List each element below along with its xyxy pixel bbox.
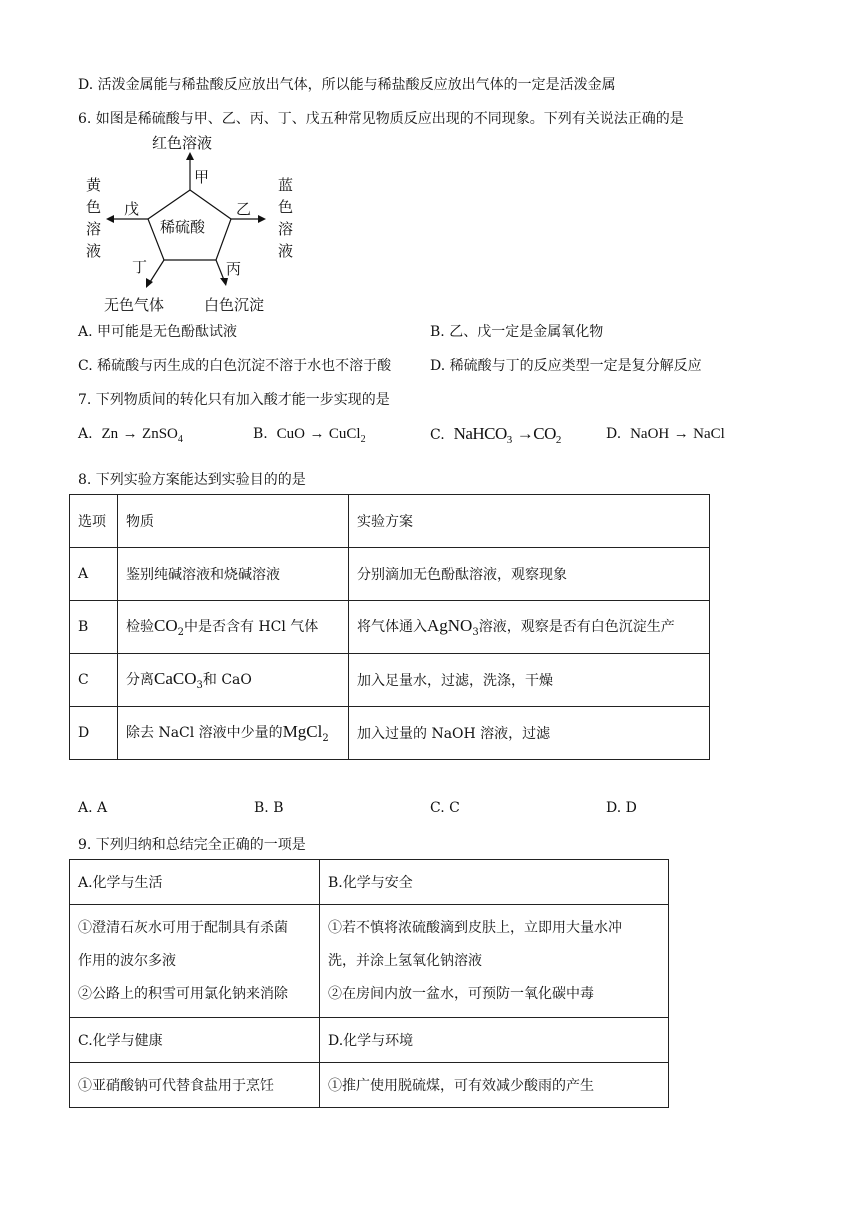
table-row — [70, 707, 710, 760]
header-plan: 实验方案 — [349, 495, 710, 548]
text: 分离 — [126, 672, 154, 689]
text: 检验 — [126, 619, 154, 636]
line: 洗，并涂上氢氧化钠溶液 — [328, 952, 482, 969]
formula: AgNO — [427, 616, 473, 636]
label-bing: 丙 — [226, 260, 242, 278]
right-label-2: 色 — [278, 198, 294, 216]
cell-b-title: B.化学与安全 — [320, 860, 669, 905]
cell-c-title: C.化学与健康 — [70, 1018, 320, 1063]
option-label: D. — [606, 426, 622, 442]
formula-from: NaHCO — [453, 424, 507, 443]
row-option: A — [70, 548, 118, 601]
table-header-row — [70, 495, 710, 548]
row-substance — [118, 707, 349, 760]
cell-c-content — [70, 1063, 320, 1108]
arrow-icon: → — [309, 426, 325, 442]
option-label: A. — [78, 426, 93, 442]
arrow-icon: → — [516, 424, 534, 443]
subscript: 2 — [360, 433, 366, 445]
q8-stem: 8. 下列实验方案能达到实验目的的是 — [78, 472, 306, 488]
cell-d-content — [320, 1063, 669, 1108]
subscript: 2 — [555, 433, 562, 446]
row-substance — [118, 601, 349, 654]
left-label-2: 色 — [86, 198, 102, 216]
q5-option-d: D. 活泼金属能与稀盐酸反应放出气体，所以能与稀盐酸反应放出气体的一定是活泼金属 — [78, 77, 616, 93]
cell-a-content — [70, 905, 320, 1018]
q6-stem: 6. 如图是稀硫酸与甲、乙、丙、丁、戊五种常见物质反应出现的不同现象。下列有关说法正确的是 — [78, 111, 684, 127]
row-plan: 加入足量水，过滤，洗涤，干燥 — [349, 654, 710, 707]
q6-option-a: A. 甲可能是无色酚酞试液 — [78, 324, 238, 340]
subscript: 3 — [472, 626, 479, 638]
text: 除去 NaCl 溶液中少量的 — [126, 725, 283, 742]
table-row — [70, 905, 669, 1018]
top-label: 红色溶液 — [152, 134, 213, 152]
q7-option-a — [78, 426, 183, 445]
table-row — [70, 1018, 669, 1063]
line: ②在房间内放一盆水，可预防一氧化碳中毒 — [328, 985, 594, 1002]
row-plan: 加入过量的 NaOH 溶液，过滤 — [349, 707, 710, 760]
q8-answer-c: C. C — [430, 800, 460, 816]
cell-d-title: D.化学与环境 — [320, 1018, 669, 1063]
q6-option-c: C. 稀硫酸与丙生成的白色沉淀不溶于水也不溶于酸 — [78, 358, 392, 374]
row-plan: 分别滴加无色酚酞溶液，观察现象 — [349, 548, 710, 601]
left-label-3: 溶 — [86, 220, 102, 238]
formula-to: NaCl — [693, 426, 725, 442]
center-label: 稀硫酸 — [160, 218, 206, 236]
subscript: 3 — [506, 433, 513, 446]
formula-to: ZnSO — [142, 426, 178, 442]
q7-option-b — [253, 426, 366, 445]
option-label: B. — [253, 426, 268, 442]
table-row — [70, 548, 710, 601]
line: ②公路上的积雪可用氯化钠来消除 — [78, 985, 288, 1002]
text: 溶液，观察是否有白色沉淀生产 — [478, 619, 675, 636]
label-jia: 甲 — [194, 168, 210, 186]
q9-table — [69, 859, 669, 1108]
cell-b-content — [320, 905, 669, 1018]
right-label-4: 液 — [278, 242, 294, 260]
line: 作用的波尔多液 — [78, 952, 176, 969]
line: ①亚硝酸钠可代替食盐用于烹饪 — [78, 1078, 274, 1094]
q6-reaction-diagram — [80, 132, 294, 317]
label-yi: 乙 — [236, 200, 252, 218]
left-label-1: 黄 — [86, 176, 102, 194]
bottom-left-label: 无色气体 — [104, 296, 165, 314]
row-option: B — [70, 601, 118, 654]
q8-table — [69, 494, 710, 760]
q7-stem: 7. 下列物质间的转化只有加入酸才能一步实现的是 — [78, 392, 390, 408]
formula: CO — [154, 616, 178, 636]
formula-to: CO — [533, 424, 556, 443]
formula-from: NaOH — [630, 426, 670, 442]
subscript: 4 — [177, 433, 183, 445]
formula-from: CuO — [276, 426, 305, 442]
bottom-right-label: 白色沉淀 — [204, 296, 265, 314]
row-option: D — [70, 707, 118, 760]
formula: CaCO — [154, 669, 197, 689]
line: ①若不慎将浓硫酸滴到皮肤上，立即用大量水冲 — [328, 919, 622, 936]
text: 和 CaO — [202, 672, 252, 689]
text: 中是否含有 HCl 气体 — [184, 619, 319, 636]
label-ding: 丁 — [132, 258, 148, 276]
row-option: C — [70, 654, 118, 707]
line: ①推广使用脱硫煤，可有效减少酸雨的产生 — [328, 1078, 594, 1094]
arrow-icon: → — [673, 426, 689, 442]
right-label-1: 蓝 — [278, 176, 294, 194]
text: 将气体通入 — [357, 619, 427, 636]
right-label-3: 溶 — [278, 220, 294, 238]
q6-option-b: B. 乙、戊一定是金属氧化物 — [430, 324, 604, 340]
row-substance: 鉴别纯碱溶液和烧碱溶液 — [118, 548, 349, 601]
q6-option-d: D. 稀硫酸与丁的反应类型一定是复分解反应 — [430, 358, 702, 374]
table-row — [70, 1063, 669, 1108]
q8-answer-a: A. A — [78, 800, 108, 816]
header-substance: 物质 — [118, 495, 349, 548]
line: ①澄清石灰水可用于配制具有杀菌 — [78, 919, 288, 936]
q9-stem: 9. 下列归纳和总结完全正确的一项是 — [78, 837, 306, 853]
row-substance — [118, 654, 349, 707]
table-row — [70, 654, 710, 707]
q8-answer-b: B. B — [254, 800, 284, 816]
subscript: 2 — [322, 732, 329, 744]
q7-option-c — [430, 424, 561, 446]
left-label-4: 液 — [86, 242, 102, 260]
header-option: 选项 — [70, 495, 118, 548]
row-plan — [349, 601, 710, 654]
subscript: 3 — [196, 679, 203, 691]
formula: MgCl — [282, 722, 323, 742]
subscript: 2 — [177, 626, 184, 638]
q7-option-d — [606, 426, 725, 443]
formula-to: CuCl — [328, 426, 361, 442]
cell-a-title: A.化学与生活 — [70, 860, 320, 905]
q8-answer-d: D. D — [606, 800, 637, 816]
option-label: C. — [430, 427, 445, 443]
table-row — [70, 601, 710, 654]
table-row — [70, 860, 669, 905]
formula-from: Zn — [101, 426, 119, 442]
label-wu: 戊 — [124, 200, 140, 218]
arrow-icon: → — [122, 426, 138, 442]
